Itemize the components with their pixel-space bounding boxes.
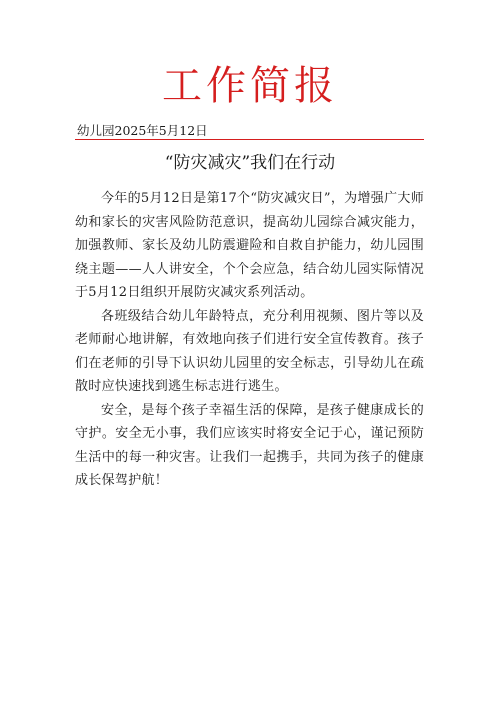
- paragraph-2: 各班级结合幼儿年龄特点，充分利用视频、图片等以及老师耐心地讲解，有效地向孩子们进行安全宣传教育。孩子们在老师的引导下认识幼儿园里的安全标志，引导幼儿在疏散时应快速找到逃生标志进行逃生。: [75, 308, 424, 394]
- paragraph-3: 安全，是每个孩子幸福生活的保障，是孩子健康成长的守护。安全无小事，我们应该实时将安全记于心，谨记预防生活中的每一种灾害。让我们一起携手，共同为孩子的健康成长保驾护航！: [75, 402, 424, 488]
- red-divider-rule: [75, 139, 424, 140]
- issuer-date-line: 幼儿园2025年5月12日: [77, 123, 208, 138]
- masthead-title: 工作简报: [162, 63, 338, 109]
- paragraph-1: 今年的5月12日是第17个“防灾减灾日”，为增强广大师幼和家长的灾害风险防范意识，提高幼儿园综合减灾能力，加强教师、家长及幼儿防震避险和自救自护能力，幼儿园围绕主题——人人讲安全，个个会应急，结合幼儿园实际情况于5月12日组织开展防灾减灾系列活动。: [75, 191, 424, 300]
- article-body: [75, 187, 424, 493]
- article-title: “防灾减灾”我们在行动: [164, 153, 336, 173]
